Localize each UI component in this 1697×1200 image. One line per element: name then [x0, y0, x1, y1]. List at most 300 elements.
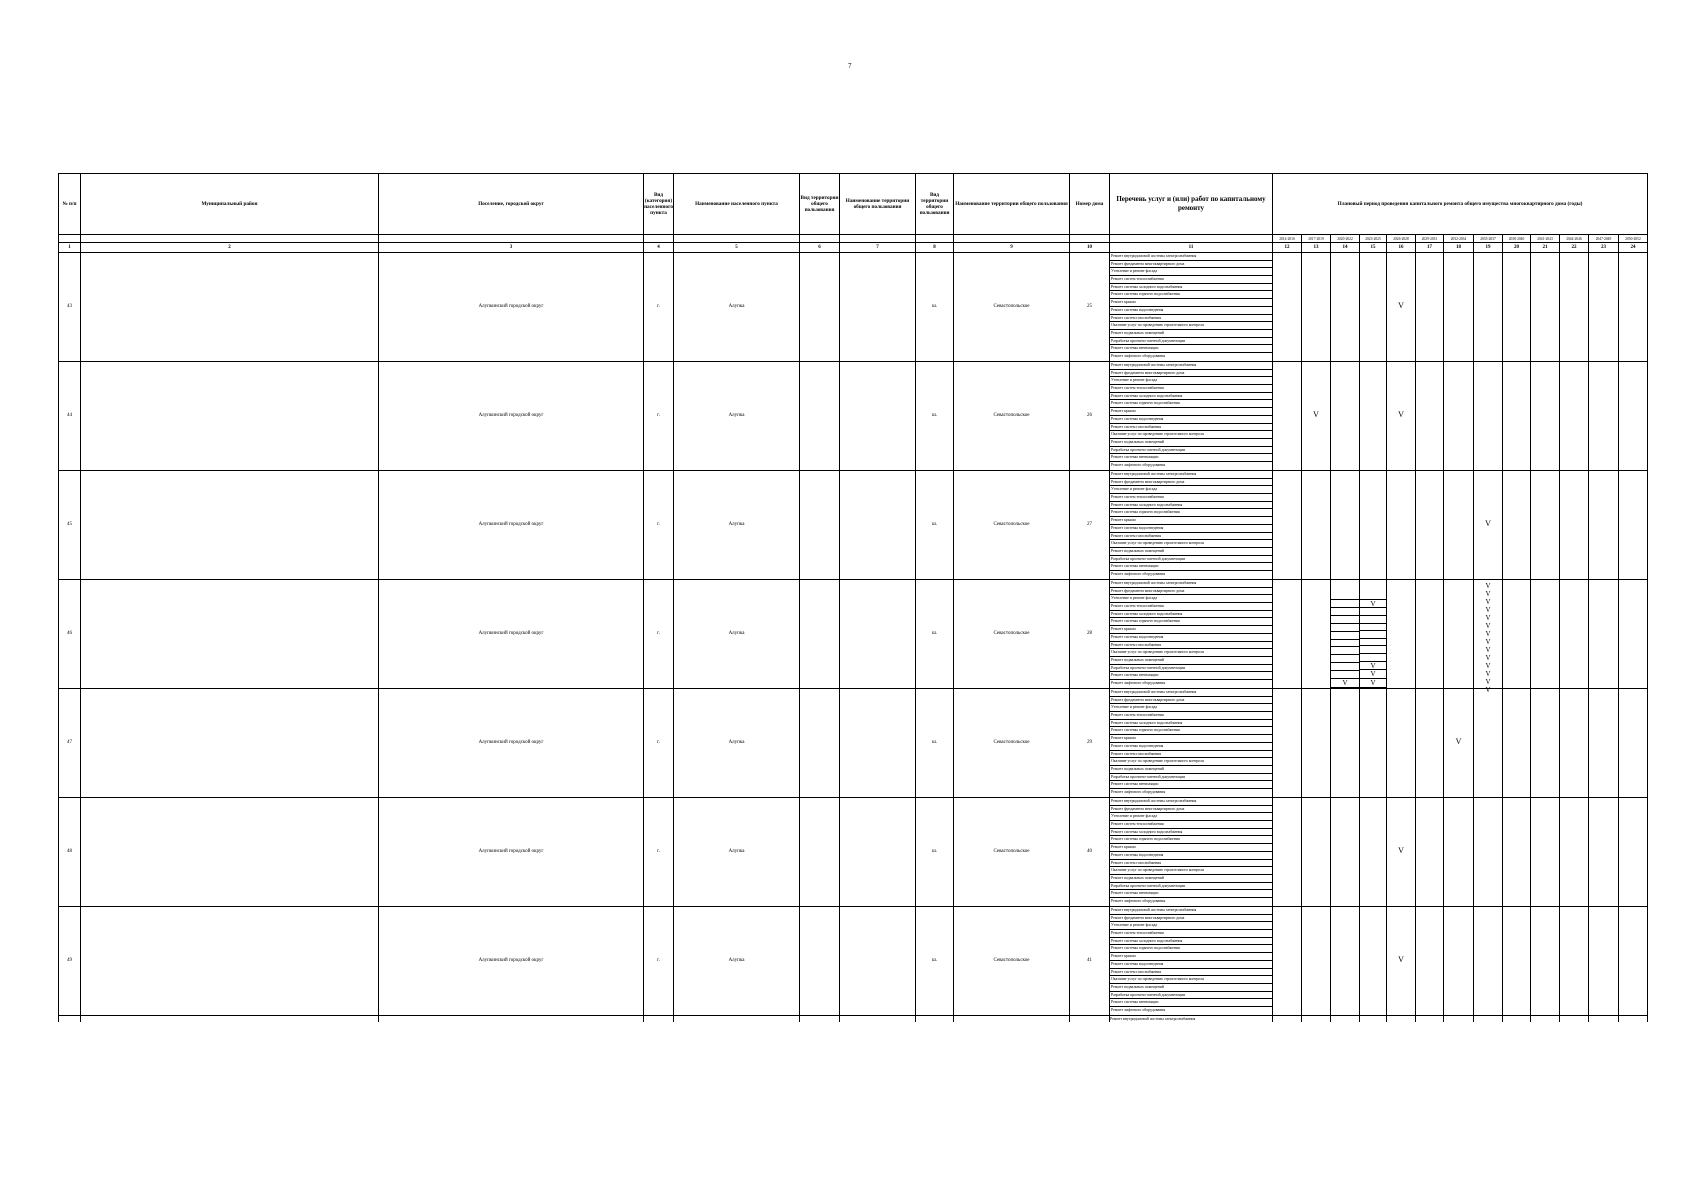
work-item: Оказание услуг по проведению строительного контроля	[1110, 431, 1272, 439]
work-item: Ремонт системы горячего водоснабжения	[1110, 836, 1272, 844]
cell-type: г.	[644, 580, 674, 689]
cell-settlement: Алупкинский городской округ	[379, 253, 644, 362]
cell-works-list	[1110, 253, 1273, 362]
column-number: 4	[644, 243, 674, 253]
plan-cell-17	[1416, 798, 1444, 907]
column-number: 8	[916, 243, 954, 253]
plan-cell-14	[1331, 471, 1360, 580]
table-row	[59, 798, 1648, 907]
header-street-name: Наименование территории общего пользования	[954, 174, 1070, 235]
plan-cell-17	[1416, 580, 1444, 689]
cell-house: 40	[1070, 798, 1110, 907]
cell-n: 46	[59, 580, 81, 689]
work-item: Ремонт лифтового оборудования	[1111, 680, 1166, 685]
cell-settlement: Алупкинский городской округ	[379, 689, 644, 798]
work-item: Ремонт крыши	[1110, 953, 1272, 961]
plan-mark: V	[1485, 670, 1491, 678]
plan-mark	[1360, 646, 1386, 654]
work-item: Утепление и ремонт фасада	[1110, 922, 1272, 930]
work-item: Ремонт систем теплоснабжения	[1110, 821, 1272, 829]
cell-locality: Алупка	[674, 471, 800, 580]
year-period-19: 2035-2037	[1474, 235, 1503, 243]
work-item: Ремонт фундамента многоквартирного дома	[1110, 588, 1272, 596]
table-row	[59, 362, 1648, 471]
plan-cell-12	[1273, 253, 1302, 362]
column-number: 17	[1416, 243, 1444, 253]
cell-house: 25	[1070, 253, 1110, 362]
cell-terr-name	[840, 362, 916, 471]
work-item: Ремонт крыши	[1110, 299, 1272, 307]
cell-settlement: Алупкинский городской округ	[379, 471, 644, 580]
plan-mark	[1360, 592, 1386, 600]
plan-cell-17	[1416, 689, 1444, 798]
header-locality-type: Вид (категория) населенного пункта	[644, 174, 674, 235]
cell-locality: Алупка	[674, 907, 800, 1016]
page-number: 7	[848, 62, 852, 70]
work-item: Ремонт подвальных помещений	[1110, 439, 1272, 447]
plan-cell-16	[1387, 580, 1416, 689]
year-period-12: 2014-2016	[1273, 235, 1302, 243]
work-item: Ремонт крыши	[1110, 626, 1272, 634]
work-item: Ремонт лифтового оборудования	[1111, 898, 1166, 903]
cell-settlement: Алупкинский городской округ	[379, 580, 644, 689]
plan-cell-15	[1360, 798, 1387, 907]
plan-mark: V	[1360, 662, 1386, 671]
work-item: Ремонт подвальных помещений	[1110, 984, 1272, 992]
work-item: Утепление и ремонт фасада	[1110, 813, 1272, 821]
column-number: 16	[1387, 243, 1416, 253]
cell-street-name: Севастопольское	[954, 689, 1070, 798]
plan-cell-24	[1619, 471, 1648, 580]
cell-terr-type	[800, 471, 840, 580]
work-item: Ремонт подвальных помещений	[1110, 766, 1272, 774]
plan-cell-19	[1474, 253, 1503, 362]
work-item: Ремонт крыши	[1110, 844, 1272, 852]
cell-type: г.	[644, 907, 674, 1016]
plan-cell-22	[1560, 907, 1589, 1016]
cell-street-name: Севастопольское	[954, 253, 1070, 362]
plan-mark	[1360, 631, 1386, 639]
plan-cell-23	[1589, 689, 1619, 798]
plan-mark	[1331, 640, 1359, 648]
column-number: 12	[1273, 243, 1302, 253]
cell-locality: Алупка	[674, 689, 800, 798]
column-number: 7	[840, 243, 916, 253]
cell-street-type: ш.	[916, 689, 954, 798]
plan-cell-24	[1619, 580, 1648, 689]
work-item: Оказание услуг по проведению строительного контроля	[1110, 758, 1272, 766]
plan-cell-12	[1273, 580, 1302, 689]
work-item: Разработка проектно-сметной документации	[1110, 556, 1272, 564]
work-item: Ремонт подвальных помещений	[1110, 330, 1272, 338]
work-item: Ремонт системы вентиляции	[1110, 454, 1272, 462]
plan-mark: V	[1398, 410, 1404, 419]
plan-cell-18	[1444, 798, 1474, 907]
work-item: Ремонт лифтового оборудования	[1111, 462, 1166, 467]
plan-cell-17	[1416, 907, 1444, 1016]
plan-cell-14	[1331, 580, 1360, 689]
cell-works-list	[1110, 907, 1273, 1016]
cell-works-list	[1110, 362, 1273, 471]
cell-works-list	[1110, 798, 1273, 907]
plan-cell-20	[1503, 362, 1531, 471]
work-item: Ремонт внутридомовой системы электроснабжения	[1110, 798, 1272, 806]
plan-cell-15	[1360, 907, 1387, 1016]
work-item: Утепление и ремонт фасада	[1110, 268, 1272, 276]
cell-street-name: Севастопольское	[954, 471, 1070, 580]
plan-mark	[1360, 616, 1386, 624]
plan-mark: V	[1360, 679, 1386, 688]
work-item: Разработка проектно-сметной документации	[1110, 665, 1272, 673]
plan-mark	[1360, 639, 1386, 647]
plan-mark: V	[1485, 606, 1491, 614]
year-period-23: 2047-2049	[1589, 235, 1619, 243]
cell-n: 43	[59, 253, 81, 362]
plan-mark	[1331, 616, 1359, 624]
work-item: Ремонт систем теплоснабжения	[1110, 712, 1272, 720]
cell-street-type: ш.	[916, 471, 954, 580]
plan-mark	[1331, 608, 1359, 616]
year-period-18: 2032-2034	[1444, 235, 1474, 243]
plan-cell-13	[1302, 471, 1331, 580]
plan-cell-24	[1619, 798, 1648, 907]
cell-street-type: ш.	[916, 907, 954, 1016]
column-number: 14	[1331, 243, 1360, 253]
header-settlement: Поселение, городской округ	[379, 174, 644, 235]
work-item: Ремонт системы холодного водоснабжения	[1110, 393, 1272, 401]
cell-works-list	[1110, 689, 1273, 798]
plan-cell-21	[1531, 580, 1560, 689]
work-item: Ремонт системы вентиляции	[1110, 563, 1272, 571]
table-row	[59, 689, 1648, 798]
plan-mark	[1331, 592, 1359, 600]
plan-cell-18	[1444, 471, 1474, 580]
plan-mark: V	[1485, 622, 1491, 630]
work-item: Ремонт системы вентиляции	[1110, 999, 1272, 1007]
cell-house: 41	[1070, 907, 1110, 1016]
plan-cell-12	[1273, 471, 1302, 580]
plan-cell-12	[1273, 907, 1302, 1016]
plan-cell-22	[1560, 689, 1589, 798]
cell-terr-name	[840, 580, 916, 689]
year-period-15: 2023-2025	[1360, 235, 1387, 243]
cell-works-list	[1110, 471, 1273, 580]
plan-mark: V	[1360, 600, 1386, 609]
header-num: № п/п	[59, 174, 81, 235]
work-item: Ремонт внутридомовой системы электроснабжения	[1110, 689, 1272, 697]
plan-mark: V	[1313, 410, 1319, 419]
plan-cell-24	[1619, 689, 1648, 798]
cell-street-name: Севастопольское	[954, 798, 1070, 907]
work-item: Ремонт систем теплоснабжения	[1110, 494, 1272, 502]
cell-street-name: Севастопольское	[954, 362, 1070, 471]
column-number: 23	[1589, 243, 1619, 253]
work-item: Оказание услуг по проведению строительного контроля	[1110, 867, 1272, 875]
plan-cell-20	[1503, 471, 1531, 580]
column-number: 22	[1560, 243, 1589, 253]
plan-cell-12	[1273, 362, 1302, 471]
column-number: 1	[59, 243, 81, 253]
years-row	[59, 235, 1648, 243]
work-item: Ремонт системы вентиляции	[1110, 890, 1272, 898]
year-period-17: 2029-2031	[1416, 235, 1444, 243]
cell-settlement: Алупкинский городской округ	[379, 907, 644, 1016]
cell-district	[81, 907, 379, 1016]
table-row	[59, 471, 1648, 580]
plan-mark: V	[1331, 679, 1359, 688]
plan-mark: V	[1485, 630, 1491, 638]
work-item: Ремонт фундамента многоквартирного дома	[1110, 479, 1272, 487]
work-item: Ремонт систем газоснабжения	[1110, 642, 1272, 650]
cell-terr-name	[840, 253, 916, 362]
work-item: Ремонт лифтового оборудования	[1111, 1007, 1166, 1012]
cell-terr-type	[800, 253, 840, 362]
work-item: Ремонт системы водоотведения	[1110, 852, 1272, 860]
cell-street-name: Севастопольское	[954, 907, 1070, 1016]
plan-mark	[1331, 655, 1359, 663]
column-number: 24	[1619, 243, 1648, 253]
cell-n: 48	[59, 798, 81, 907]
year-period-22: 2044-2046	[1560, 235, 1589, 243]
cell-street-name: Севастопольское	[954, 580, 1070, 689]
plan-cell-15	[1360, 471, 1387, 580]
plan-mark	[1331, 600, 1359, 608]
plan-cell-18	[1444, 253, 1474, 362]
plan-mark: V	[1360, 670, 1386, 679]
plan-cell-22	[1560, 362, 1589, 471]
year-period-20: 2038-2040	[1503, 235, 1531, 243]
cell-type: г.	[644, 471, 674, 580]
work-item: Ремонт внутридомовой системы электроснабжения	[1110, 253, 1272, 261]
work-item: Ремонт внутридомовой системы электроснабжения	[1110, 362, 1272, 370]
plan-mark: V	[1485, 678, 1491, 686]
plan-cell-24	[1619, 362, 1648, 471]
plan-cell-17	[1416, 471, 1444, 580]
work-item: Ремонт систем теплоснабжения	[1110, 276, 1272, 284]
work-item: Ремонт фундамента многоквартирного дома	[1110, 370, 1272, 378]
cell-terr-type	[800, 689, 840, 798]
plan-mark: V	[1485, 686, 1491, 694]
work-item: Ремонт системы водоотведения	[1110, 743, 1272, 751]
cell-terr-name	[840, 689, 916, 798]
plan-cell-13	[1302, 907, 1331, 1016]
plan-cell-17	[1416, 253, 1444, 362]
plan-mark: V	[1485, 638, 1491, 646]
work-item: Ремонт системы вентиляции	[1110, 345, 1272, 353]
cell-works-list	[1110, 580, 1273, 689]
cell-street-type: ш.	[916, 580, 954, 689]
work-item: Утепление и ремонт фасада	[1110, 486, 1272, 494]
cell-district	[81, 580, 379, 689]
plan-cell-21	[1531, 798, 1560, 907]
plan-cell-20	[1503, 580, 1531, 689]
work-item: Ремонт системы холодного водоснабжения	[1110, 829, 1272, 837]
work-item: Ремонт фундамента многоквартирного дома	[1110, 697, 1272, 705]
work-item: Оказание услуг по проведению строительного контроля	[1110, 322, 1272, 330]
cell-n: 45	[59, 471, 81, 580]
plan-cell-18	[1444, 689, 1474, 798]
plan-cell-22	[1560, 580, 1589, 689]
work-item: Ремонт фундамента многоквартирного дома	[1110, 806, 1272, 814]
table-row	[59, 907, 1648, 1016]
plan-mark: V	[1455, 737, 1462, 746]
plan-mark	[1331, 671, 1359, 679]
plan-cell-19	[1474, 471, 1503, 580]
work-item: Ремонт внутридомовой системы электроснабжения	[1110, 580, 1272, 588]
cell-terr-type	[800, 907, 840, 1016]
cell-locality: Алупка	[674, 798, 800, 907]
plan-cell-21	[1531, 362, 1560, 471]
cell-street-type: ш.	[916, 253, 954, 362]
work-item: Разработка проектно-сметной документации	[1110, 447, 1272, 455]
plan-mark	[1331, 647, 1359, 655]
work-item: Ремонт подвальных помещений	[1110, 548, 1272, 556]
plan-cell-14	[1331, 689, 1360, 798]
continuation-row: Ремонт внутридомовой системы электроснабжения	[59, 1016, 1648, 1023]
plan-cell-23	[1589, 798, 1619, 907]
plan-cell-23	[1589, 362, 1619, 471]
year-period-24: 2050-2052	[1619, 235, 1648, 243]
plan-cell-20	[1503, 689, 1531, 798]
plan-cell-16	[1387, 362, 1416, 471]
plan-mark	[1360, 654, 1386, 662]
plan-cell-20	[1503, 907, 1531, 1016]
header-street-type: Вид территории общего пользования	[916, 174, 954, 235]
table-row	[59, 580, 1648, 689]
work-item: Утепление и ремонт фасада	[1110, 595, 1272, 603]
header-house: Номер дома	[1070, 174, 1110, 235]
year-period-13: 2017-2019	[1302, 235, 1331, 243]
plan-mark	[1331, 632, 1359, 640]
column-number: 19	[1474, 243, 1503, 253]
work-item: Ремонт системы горячего водоснабжения	[1110, 291, 1272, 299]
work-item: Ремонт систем теплоснабжения	[1110, 385, 1272, 393]
header-works: Перечень услуг и (или) работ по капитальному ремонту	[1110, 174, 1273, 235]
cell-locality: Алупка	[674, 253, 800, 362]
cell-locality: Алупка	[674, 362, 800, 471]
plan-cell-21	[1531, 471, 1560, 580]
cell-district	[81, 798, 379, 907]
work-item: Разработка проектно-сметной документации	[1110, 338, 1272, 346]
plan-cell-23	[1589, 471, 1619, 580]
cell-terr-type	[800, 362, 840, 471]
work-item: Ремонт систем газоснабжения	[1110, 751, 1272, 759]
work-item: Ремонт системы водоотведения	[1110, 634, 1272, 642]
work-item: Ремонт подвальных помещений	[1110, 657, 1272, 665]
year-period-21: 2041-2043	[1531, 235, 1560, 243]
plan-mark: V	[1485, 598, 1491, 606]
plan-cell-18	[1444, 580, 1474, 689]
plan-mark: V	[1485, 614, 1491, 622]
plan-cell-14	[1331, 798, 1360, 907]
plan-cell-22	[1560, 471, 1589, 580]
plan-mark: V	[1485, 646, 1491, 654]
plan-cell-24	[1619, 253, 1648, 362]
work-item: Ремонт системы горячего водоснабжения	[1110, 400, 1272, 408]
plan-mark: V	[1485, 654, 1491, 662]
work-item: Разработка проектно-сметной документации	[1110, 883, 1272, 891]
plan-cell-12	[1273, 689, 1302, 798]
column-number: 10	[1070, 243, 1110, 253]
work-item: Ремонт внутридомовой системы электроснабжения	[1110, 907, 1272, 915]
cell-terr-name	[840, 907, 916, 1016]
plan-cell-23	[1589, 580, 1619, 689]
header-territory-name: Наименование территории общего пользования	[840, 174, 916, 235]
cell-street-type: ш.	[916, 362, 954, 471]
work-item: Разработка проектно-сметной документации	[1110, 774, 1272, 782]
plan-cell-24	[1619, 907, 1648, 1016]
plan-mark	[1331, 663, 1359, 671]
table-row	[59, 253, 1648, 362]
work-item: Оказание услуг по проведению строительного контроля	[1110, 540, 1272, 548]
work-item: Ремонт систем теплоснабжения	[1110, 603, 1272, 611]
plan-cell-19	[1474, 689, 1503, 798]
work-item: Ремонт лифтового оборудования	[1111, 571, 1166, 576]
plan-cell-19	[1474, 362, 1503, 471]
plan-cell-19	[1474, 907, 1503, 1016]
plan-cell-15	[1360, 580, 1387, 689]
plan-cell-21	[1531, 689, 1560, 798]
work-item: Ремонт системы холодного водоснабжения	[1110, 284, 1272, 292]
work-item: Оказание услуг по проведению строительного контроля	[1110, 649, 1272, 657]
work-item: Ремонт системы холодного водоснабжения	[1110, 611, 1272, 619]
cell-terr-type	[800, 580, 840, 689]
plan-mark: V	[1398, 301, 1404, 310]
column-number: 20	[1503, 243, 1531, 253]
year-period-16: 2026-2028	[1387, 235, 1416, 243]
plan-cell-15	[1360, 362, 1387, 471]
cell-district	[81, 689, 379, 798]
work-item: Ремонт системы горячего водоснабжения	[1110, 618, 1272, 626]
work-item: Ремонт лифтового оборудования	[1111, 789, 1166, 794]
work-item: Ремонт систем газоснабжения	[1110, 969, 1272, 977]
plan-mark: V	[1485, 519, 1491, 528]
capital-repair-table	[58, 173, 1648, 1022]
plan-cell-22	[1560, 253, 1589, 362]
header-row	[59, 174, 1648, 235]
cell-terr-name	[840, 798, 916, 907]
plan-cell-12	[1273, 798, 1302, 907]
plan-mark: V	[1485, 582, 1491, 590]
plan-cell-17	[1416, 362, 1444, 471]
plan-cell-15	[1360, 689, 1387, 798]
work-item: Утепление и ремонт фасада	[1110, 377, 1272, 385]
cell-house: 26	[1070, 362, 1110, 471]
column-number: 9	[954, 243, 1070, 253]
work-item: Ремонт системы вентиляции	[1110, 781, 1272, 789]
plan-cell-16	[1387, 471, 1416, 580]
cell-house: 27	[1070, 471, 1110, 580]
cell-locality: Алупка	[674, 580, 800, 689]
plan-cell-18	[1444, 907, 1474, 1016]
plan-cell-14	[1331, 362, 1360, 471]
plan-cell-16	[1387, 907, 1416, 1016]
cell-n: 44	[59, 362, 81, 471]
plan-cell-23	[1589, 253, 1619, 362]
work-item: Ремонт систем газоснабжения	[1110, 860, 1272, 868]
plan-mark	[1360, 624, 1386, 632]
column-number: 11	[1110, 243, 1273, 253]
cell-district	[81, 471, 379, 580]
cell-settlement: Алупкинский городской округ	[379, 798, 644, 907]
plan-cell-14	[1331, 253, 1360, 362]
column-number: 21	[1531, 243, 1560, 253]
work-item: Разработка проектно-сметной документации	[1110, 992, 1272, 1000]
work-item: Ремонт систем теплоснабжения	[1110, 930, 1272, 938]
plan-cell-13	[1302, 580, 1331, 689]
plan-cell-13	[1302, 798, 1331, 907]
header-plan-period: Плановый период проведения капитального ремонта общего имущества многоквартирного дома (годы)	[1273, 174, 1648, 235]
